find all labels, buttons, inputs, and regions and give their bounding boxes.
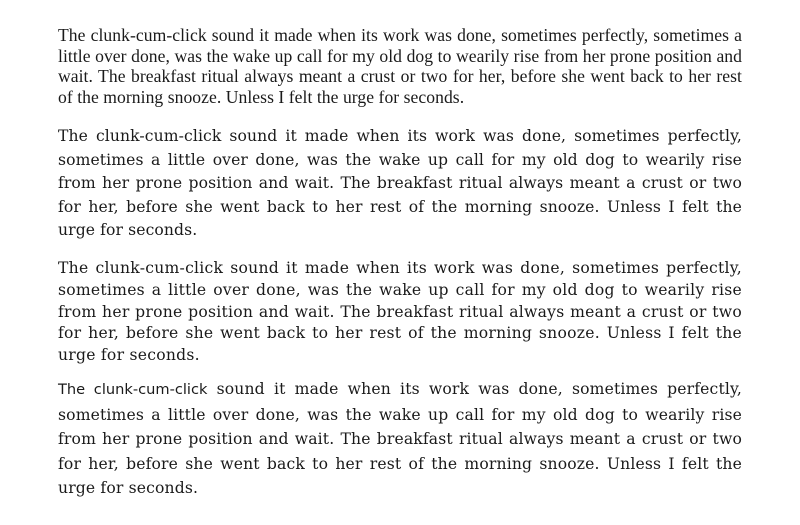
paragraph-4-lead: The clunk-cum-click [58, 381, 208, 398]
paragraph-3: The clunk-cum-click sound it made when its work was done, sometimes perfectly, sometimes a little over done, was the wake up call for my old dog to wearily rise from her prone position and wait. The breakfast ritual always meant a crust or two for her, before she went back to her rest of the morning snooze. Unless I felt the urge for seconds. [58, 259, 742, 365]
paragraph-4 [58, 377, 742, 501]
paragraph-4-body: sound it made when its work was done, sometimes perfectly, sometimes a little over done, was the wake up call for my old dog to wearily rise from her prone position and wait. The breakfast ritual always meant a crust or two for her, before she went back to her rest of the morning snooze. Unless I felt the urge for seconds. [58, 380, 742, 497]
paragraph-2: The clunk-cum-click sound it made when its work was done, sometimes perfectly, sometimes a little over done, was the wake up call for my old dog to wearily rise from her prone position and wait. The breakfast ritual always meant a crust or two for her, before she went back to her rest of the morning snooze. Unless I felt the urge for seconds. [58, 127, 742, 239]
paragraph-1: The clunk-cum-click sound it made when its work was done, sometimes perfectly, sometimes a little over done, was the wake up call for my old dog to wearily rise from her prone position and wait. The breakfast ritual always meant a crust or two for her, before she went back to her rest of the morning snooze. Unless I felt the urge for seconds. [58, 25, 742, 107]
